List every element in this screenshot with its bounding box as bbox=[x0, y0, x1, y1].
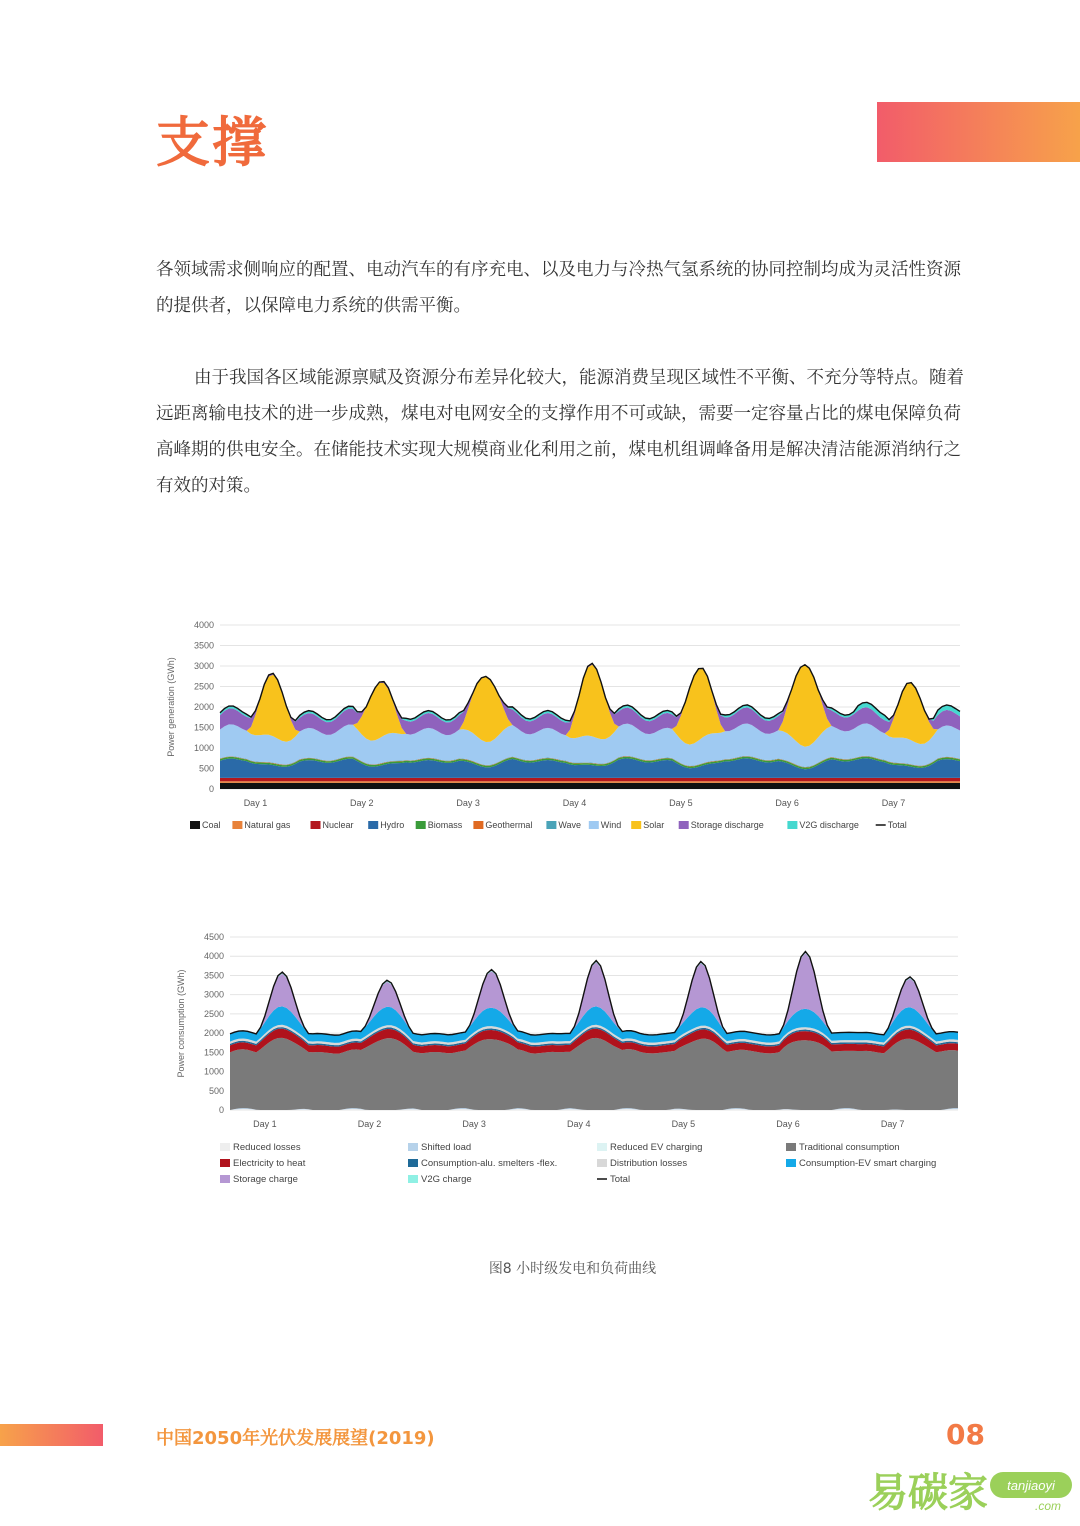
x-tick-label: Day 3 bbox=[456, 798, 480, 808]
legend-label: Total bbox=[887, 820, 907, 830]
legend-swatch bbox=[408, 1159, 418, 1167]
legend-swatch bbox=[679, 821, 689, 829]
y-tick-label: 3500 bbox=[193, 640, 214, 651]
legend-swatch bbox=[220, 1175, 230, 1183]
paragraph-2: 由于我国各区域能源禀赋及资源分布差异化较大，能源消费呈现区域性不平衡、不充分等特点。随着远距离输电技术的进一步成熟，煤电对电网安全的支撑作用不可或缺，需要一定容量占比的煤电保障负荷高峰期的供电安全。在储能技术实现大规模商业化利用之前，煤电机组调峰备用是解决清洁能源消纳行之有效的对策。 bbox=[156, 368, 964, 496]
legend-swatch bbox=[368, 821, 378, 829]
x-tick-label: Day 3 bbox=[462, 1119, 486, 1129]
legend-swatch bbox=[220, 1143, 230, 1151]
legend-swatch bbox=[416, 821, 426, 829]
x-tick-label: Day 5 bbox=[671, 1119, 696, 1129]
header-accent-band bbox=[877, 102, 1080, 162]
footer-accent-band bbox=[0, 1424, 103, 1446]
legend-label: Wind bbox=[600, 820, 622, 830]
legend-label: Consumption-alu. smelters -flex. bbox=[421, 1158, 558, 1169]
page-number: 08 bbox=[946, 1418, 985, 1451]
legend-label: Geothermal bbox=[485, 820, 533, 830]
legend-label: Solar bbox=[643, 820, 665, 830]
y-tick-label: 2000 bbox=[203, 1028, 224, 1039]
y-tick-label: 1500 bbox=[203, 1047, 224, 1058]
series-nuclear bbox=[220, 778, 960, 781]
y-axis-label: Power generation (GWh) bbox=[166, 657, 176, 757]
legend-swatch bbox=[220, 1159, 230, 1167]
x-tick-label: Day 4 bbox=[562, 798, 587, 808]
legend-label: Traditional consumption bbox=[799, 1142, 900, 1153]
legend-label: Storage charge bbox=[233, 1174, 298, 1185]
x-tick-label: Day 7 bbox=[881, 798, 906, 808]
legend-swatch bbox=[546, 821, 556, 829]
x-tick-label: Day 2 bbox=[357, 1119, 382, 1129]
x-tick-label: Day 7 bbox=[880, 1119, 905, 1129]
y-tick-label: 4000 bbox=[203, 951, 224, 962]
y-tick-label: 1000 bbox=[193, 743, 214, 753]
legend-swatch bbox=[232, 821, 242, 829]
legend-swatch bbox=[597, 1143, 607, 1151]
legend-label: Coal bbox=[202, 820, 221, 830]
legend-label: V2G charge bbox=[421, 1174, 472, 1185]
footer-title: 中国2050年光伏发展展望(2019) bbox=[156, 1428, 435, 1449]
legend-label: Biomass bbox=[427, 820, 463, 830]
y-tick-label: 0 bbox=[208, 784, 214, 794]
y-tick-label: 1000 bbox=[203, 1066, 224, 1077]
series-natural-gas bbox=[220, 781, 960, 783]
legend-label: Hydro bbox=[380, 820, 405, 830]
consumption-chart bbox=[160, 926, 980, 1191]
legend-swatch bbox=[473, 821, 483, 829]
legend-label: Total bbox=[610, 1174, 631, 1185]
y-tick-label: 4500 bbox=[203, 932, 224, 942]
legend-label: Wave bbox=[558, 820, 582, 830]
generation-chart bbox=[160, 612, 980, 837]
legend-label: Consumption-EV smart charging bbox=[799, 1158, 937, 1169]
x-tick-label: Day 4 bbox=[566, 1119, 591, 1129]
y-tick-label: 3000 bbox=[193, 661, 214, 671]
y-tick-label: 2500 bbox=[203, 1008, 224, 1019]
legend-label: Electricity to heat bbox=[233, 1158, 306, 1169]
legend-swatch bbox=[786, 1143, 796, 1151]
section-title: 支撑 bbox=[156, 111, 268, 174]
legend-label: V2G discharge bbox=[799, 820, 859, 830]
paragraph-1: 各领域需求侧响应的配置、电动汽车的有序充电、以及电力与冷热气氢系统的协同控制均成为灵活性资源的提供者，以保障电力系统的供需平衡。 bbox=[156, 260, 961, 316]
x-tick-label: Day 1 bbox=[243, 798, 268, 808]
legend-label: Distribution losses bbox=[610, 1158, 688, 1169]
legend-swatch bbox=[631, 821, 641, 829]
y-axis-label: Power consumption (GWh) bbox=[176, 969, 186, 1078]
legend-swatch bbox=[786, 1159, 796, 1167]
y-tick-label: 500 bbox=[198, 763, 214, 774]
y-tick-label: 2000 bbox=[193, 702, 214, 712]
y-tick-label: 4000 bbox=[193, 620, 214, 630]
x-tick-label: Day 5 bbox=[669, 798, 693, 808]
legend-swatch bbox=[589, 821, 599, 829]
figure-caption: 图8 小时级发电和负荷曲线 bbox=[488, 1261, 657, 1277]
y-tick-label: 0 bbox=[218, 1105, 224, 1115]
y-tick-label: 3000 bbox=[203, 989, 224, 1000]
series-coal bbox=[220, 783, 960, 789]
legend-label: Storage discharge bbox=[690, 820, 764, 830]
watermark-logo bbox=[866, 1462, 1076, 1518]
legend-swatch bbox=[408, 1143, 418, 1151]
x-tick-label: Day 1 bbox=[253, 1119, 277, 1129]
y-tick-label: 500 bbox=[208, 1085, 224, 1096]
x-tick-label: Day 6 bbox=[775, 798, 799, 808]
x-tick-label: Day 2 bbox=[350, 798, 374, 808]
legend-label: Reduced losses bbox=[233, 1142, 301, 1153]
legend-swatch bbox=[190, 821, 200, 829]
y-tick-label: 1500 bbox=[193, 722, 214, 733]
watermark-brand: 易碳家 bbox=[868, 1471, 988, 1515]
watermark-tld: .com bbox=[1034, 1499, 1062, 1513]
y-tick-label: 2500 bbox=[193, 681, 214, 692]
legend-label: Natural gas bbox=[244, 820, 291, 830]
legend-label: Nuclear bbox=[322, 820, 354, 830]
legend-label: Reduced EV charging bbox=[610, 1142, 703, 1153]
x-tick-label: Day 6 bbox=[776, 1119, 800, 1129]
legend-swatch bbox=[787, 821, 797, 829]
watermark-domain: tanjiaoyi bbox=[1007, 1478, 1055, 1493]
legend-swatch bbox=[408, 1175, 418, 1183]
legend-swatch bbox=[311, 821, 321, 829]
legend-swatch bbox=[597, 1159, 607, 1167]
legend-label: Shifted load bbox=[421, 1142, 472, 1153]
y-tick-label: 3500 bbox=[203, 970, 224, 981]
